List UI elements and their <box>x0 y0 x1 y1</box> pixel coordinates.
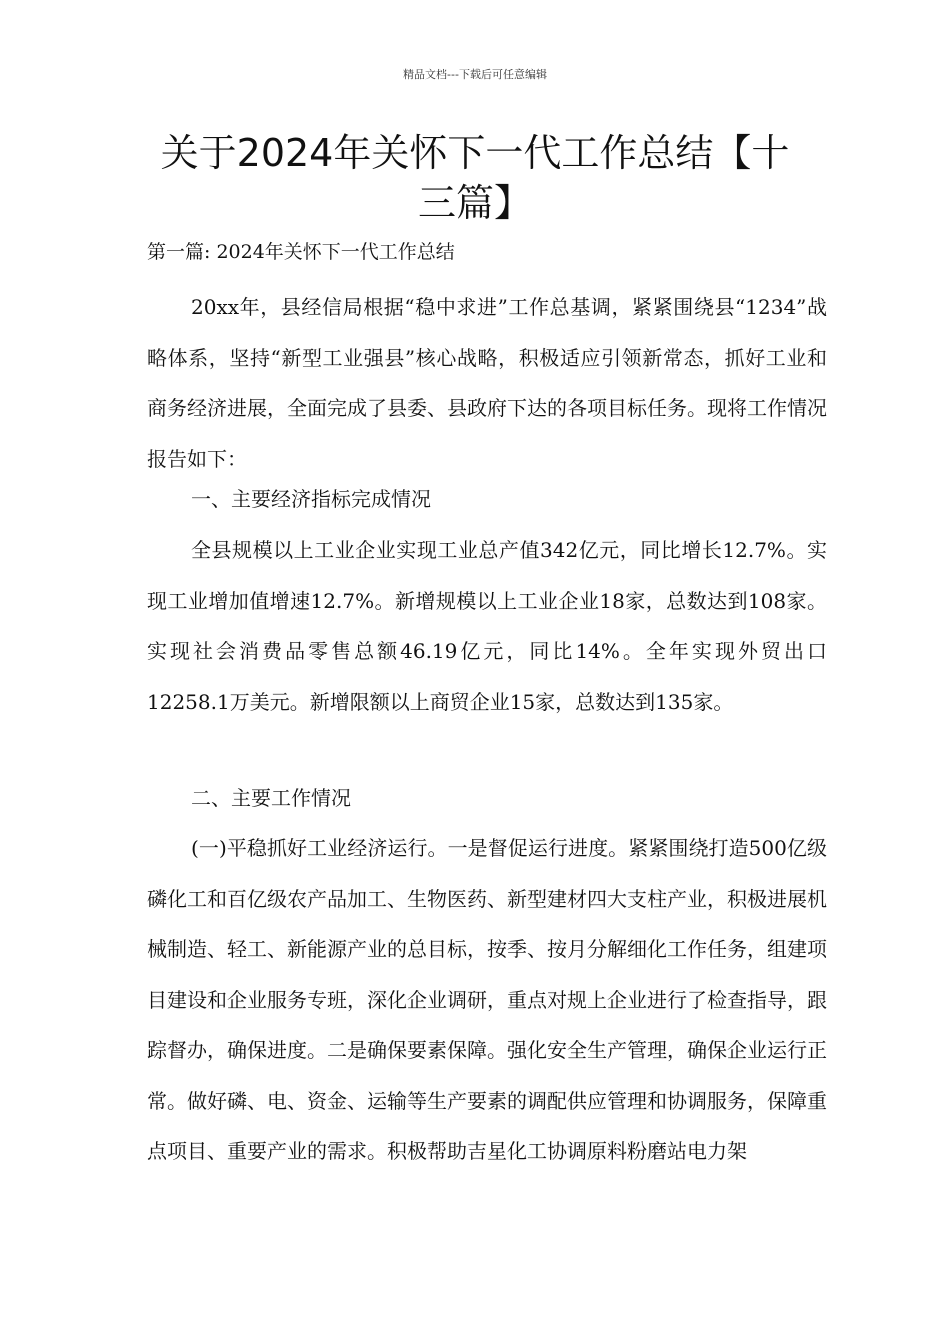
subheading-work: 二、主要工作情况 <box>191 786 351 810</box>
paragraph-intro: 20xx年，县经信局根据“稳中求进”工作总基调，紧紧围绕县“1234”战略体系，坚持“新型工业强县”核心战略，积极适应引领新常态，抓好工业和商务经济进展，全面完成了县委、县政府下达的各项目标任务。现将工作情况报告如下： <box>147 295 827 471</box>
paragraph-indicators: 全县规模以上工业企业实现工业总产值342亿元，同比增长12.7%。实现工业增加值增速12.7%。新增规模以上工业企业18家，总数达到108家。实现社会消费品零售总额46.19亿元，同比14%。全年实现外贸出口12258.1万美元。新增限额以上商贸企业15家，总数达到135家。 <box>147 538 827 714</box>
paragraph-work: (一)平稳抓好工业经济运行。一是督促运行进度。紧紧围绕打造500亿级磷化工和百亿级农产品加工、生物医药、新型建材四大支柱产业，积极进展机械制造、轻工、新能源产业的总目标，按季、按月分解细化工作任务，组建项目建设和企业服务专班，深化企业调研，重点对规上企业进行了检查指导，跟踪督办，确保进度。二是确保要素保障。强化安全生产管理，确保企业运行正常。做好磷、电、资金、运输等生产要素的调配供应管理和协调服务，保障重点项目、重要产业的需求。积极帮助吉星化工协调原料粉磨站电力架 <box>147 836 827 1163</box>
section-title: 第一篇: 2024年关怀下一代工作总结 <box>147 241 455 263</box>
header-note: 精品文档---下载后可任意编辑 <box>403 68 547 81</box>
subheading-indicators: 一、主要经济指标完成情况 <box>191 487 431 511</box>
document-title: 关于2024年关怀下一代工作总结【十三篇】 <box>160 131 790 225</box>
